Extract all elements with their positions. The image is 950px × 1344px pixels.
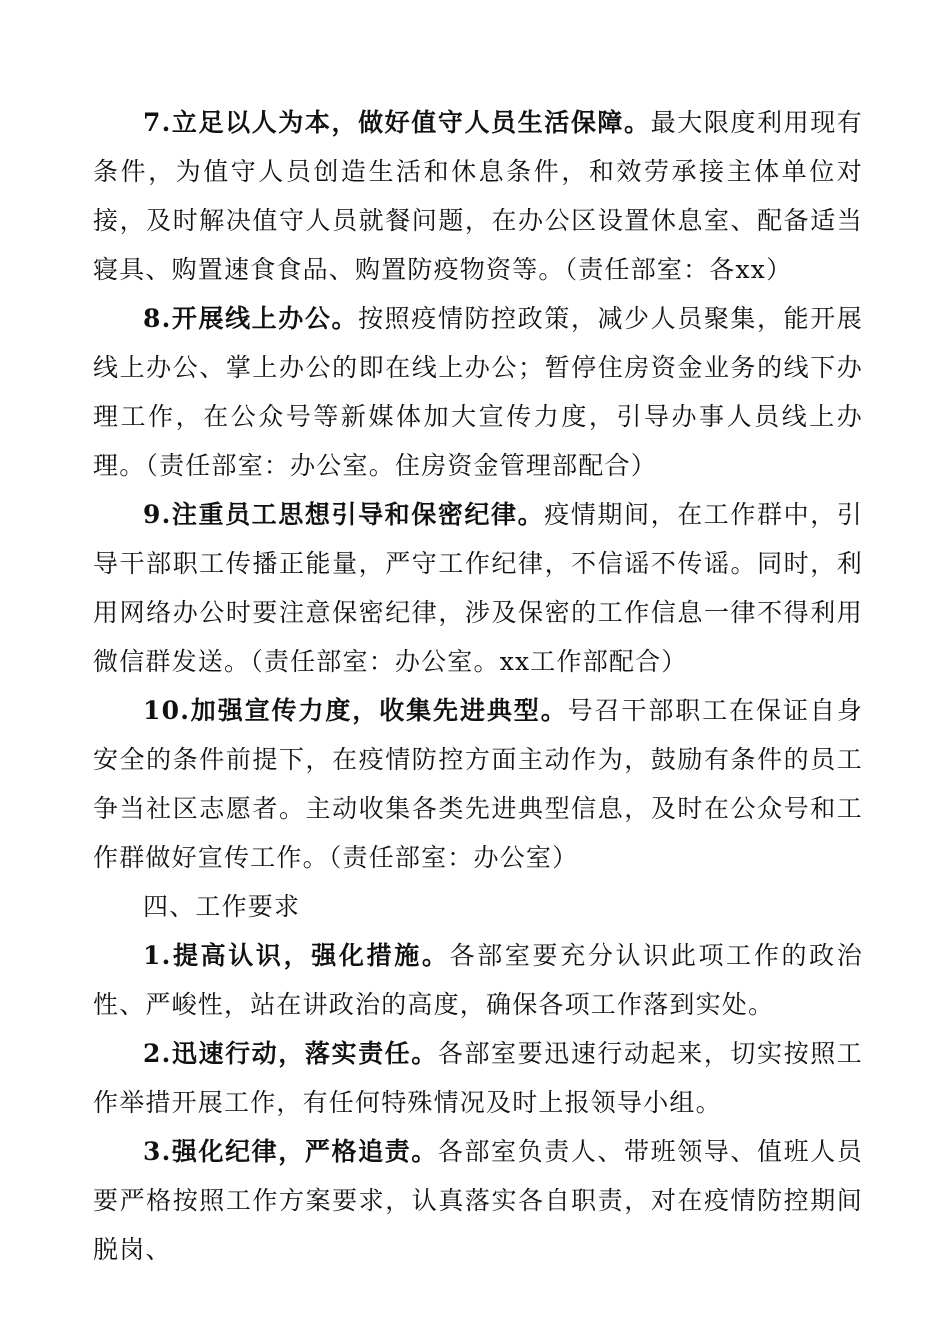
paragraph-body: 各部室要迅速行动起来，切实按照工作举措开展工作，有任何特殊情况及时上报领导小组。 — [93, 1039, 864, 1117]
paragraph-body: 各部室要充分认识此项工作的政治性、严峻性，站在讲政治的高度，确保各项工作落到实处。 — [93, 941, 863, 1019]
paragraph-body: 最大限度利用现有条件，为值守人员创造生活和休息条件，和效劳承接主体单位对接，及时解决值守人员就餐问题，在办公区设置休息室、配备适当寝具、购置速食食品、购置防疫物资等。（责任部室：各xx） — [93, 108, 863, 284]
paragraph-lead: 3.强化纪律，严格追责。 — [143, 1137, 438, 1166]
requirement-item-3 — [93, 1127, 863, 1274]
paragraph-lead: 1.提高认识，强化措施。 — [143, 941, 450, 970]
paragraph-lead: 8.开展线上办公。 — [143, 304, 359, 333]
paragraph-item-9 — [93, 490, 863, 686]
paragraph-lead: 2.迅速行动，落实责任。 — [143, 1039, 438, 1068]
paragraph-item-7 — [93, 98, 863, 294]
requirement-item-1 — [93, 931, 863, 1029]
paragraph-item-10 — [93, 686, 863, 882]
paragraph-item-8 — [93, 294, 863, 490]
paragraph-lead: 10.加强宣传力度，收集先进典型。 — [143, 696, 568, 725]
paragraph-body: 按照疫情防控政策，减少人员聚集，能开展线上办公、掌上办公的即在线上办公；暂停住房资金业务的线下办理工作，在公众号等新媒体加大宣传力度，引导办事人员线上办理。（责任部室：办公室。住房资金管理部配合） — [93, 304, 863, 480]
paragraph-lead: 9.注重员工思想引导和保密纪律。 — [143, 500, 545, 529]
paragraph-lead: 7.立足以人为本，做好值守人员生活保障。 — [143, 108, 651, 137]
section-heading: 四、工作要求 — [143, 892, 301, 921]
paragraph-body: 疫情期间，在工作群中，引导干部职工传播正能量，严守工作纪律，不信谣不传谣。同时，利用网络办公时要注意保密纪律，涉及保密的工作信息一律不得利用微信群发送。（责任部室：办公室。xx工作部配合） — [93, 500, 863, 676]
paragraph-body: 各部室负责人、带班领导、值班人员要严格按照工作方案要求，认真落实各自职责，对在疫情防控期间脱岗、 — [93, 1137, 864, 1264]
paragraph-body: 号召干部职工在保证自身安全的条件前提下，在疫情防控方面主动作为，鼓励有条件的员工争当社区志愿者。主动收集各类先进典型信息，及时在公众号和工作群做好宣传工作。（责任部室：办公室） — [93, 696, 863, 872]
requirement-item-2 — [93, 1029, 863, 1127]
document-page — [93, 98, 863, 1274]
